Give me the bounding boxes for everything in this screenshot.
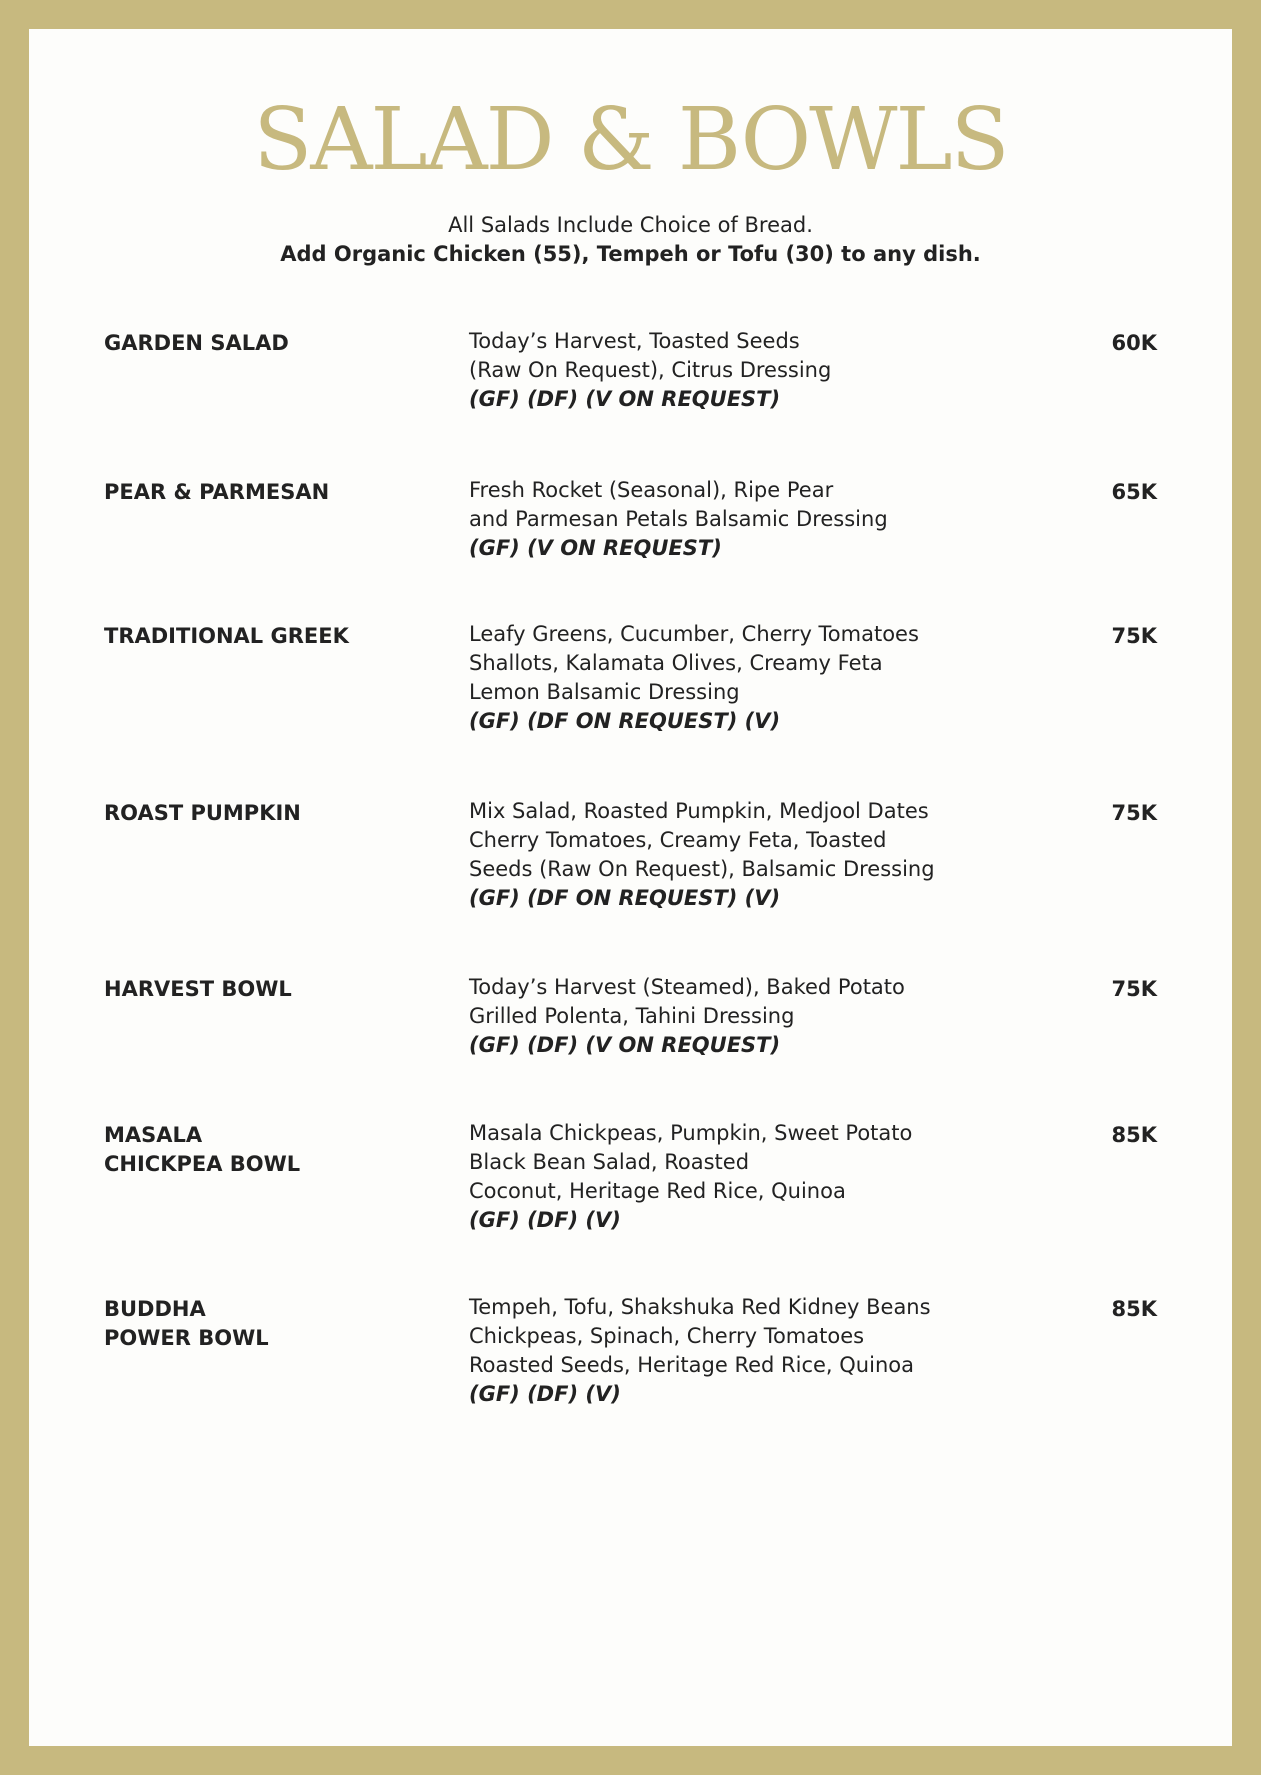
description-line: Leafy Greens, Cucumber, Cherry Tomatoes [469, 622, 919, 646]
item-name: ROAST PUMPKIN [104, 801, 301, 825]
page-title: SALAD & BOWLS [253, 90, 1008, 190]
add-protein-note: Add Organic Chicken (55), Tempeh or Tofu (30) to any dish. [280, 242, 981, 266]
item-price: 85K [1111, 1297, 1157, 1321]
description-line: Seeds (Raw On Request), Balsamic Dressing [469, 857, 935, 881]
dietary-tags: (GF) (V ON REQUEST) [469, 536, 722, 560]
item-price: 85K [1111, 1123, 1157, 1147]
description-line: Black Bean Salad, Roasted [469, 1150, 750, 1174]
description-line: Today’s Harvest (Steamed), Baked Potato [469, 975, 905, 999]
item-description [469, 1119, 989, 1235]
item-price: 65K [1111, 480, 1157, 504]
description-line: Today’s Harvest, Toasted Seeds [469, 329, 800, 353]
description-line: (Raw On Request), Citrus Dressing [469, 358, 832, 382]
description-line: Grilled Polenta, Tahini Dressing [469, 1004, 795, 1028]
description-line: Coconut, Heritage Red Rice, Quinoa [469, 1179, 846, 1203]
item-description [469, 1293, 989, 1409]
item-description [469, 327, 989, 414]
description-line: Mix Salad, Roasted Pumpkin, Medjool Dates [469, 799, 929, 823]
item-name: PEAR & PARMESAN [104, 480, 330, 504]
description-line: Cherry Tomatoes, Creamy Feta, Toasted [469, 828, 887, 852]
dietary-tags: (GF) (DF ON REQUEST) (V) [469, 886, 781, 910]
item-price: 75K [1111, 801, 1157, 825]
dietary-tags: (GF) (DF) (V) [469, 1208, 621, 1232]
description-line: and Parmesan Petals Balsamic Dressing [469, 507, 888, 531]
item-price: 75K [1111, 624, 1157, 648]
item-price: 60K [1111, 331, 1157, 355]
dietary-tags: (GF) (DF) (V ON REQUEST) [469, 1033, 781, 1057]
item-name: HARVEST BOWL [104, 977, 292, 1001]
description-line: Masala Chickpeas, Pumpkin, Sweet Potato [469, 1121, 913, 1145]
bread-note: All Salads Include Choice of Bread. [448, 213, 813, 237]
item-description [469, 797, 989, 913]
description-line: Tempeh, Tofu, Shakshuka Red Kidney Beans [469, 1295, 931, 1319]
description-line: Shallots, Kalamata Olives, Creamy Feta [469, 651, 883, 675]
description-line: Fresh Rocket (Seasonal), Ripe Pear [469, 478, 834, 502]
dietary-tags: (GF) (DF) (V) [469, 1382, 621, 1406]
dietary-tags: (GF) (DF) (V ON REQUEST) [469, 387, 781, 411]
description-line: Roasted Seeds, Heritage Red Rice, Quinoa [469, 1353, 914, 1377]
menu-items [29, 29, 1232, 1746]
description-line: Chickpeas, Spinach, Cherry Tomatoes [469, 1324, 865, 1348]
item-name: TRADITIONAL GREEK [104, 624, 349, 648]
item-name: MASALA CHICKPEA BOWL [104, 1123, 301, 1176]
item-name: BUDDHA POWER BOWL [104, 1297, 269, 1350]
item-description [469, 973, 989, 1060]
menu-page [29, 29, 1232, 1746]
description-line: Lemon Balsamic Dressing [469, 680, 740, 704]
item-description [469, 620, 989, 736]
item-description [469, 476, 989, 563]
dietary-tags: (GF) (DF ON REQUEST) (V) [469, 709, 781, 733]
item-price: 75K [1111, 977, 1157, 1001]
item-name: GARDEN SALAD [104, 331, 289, 355]
